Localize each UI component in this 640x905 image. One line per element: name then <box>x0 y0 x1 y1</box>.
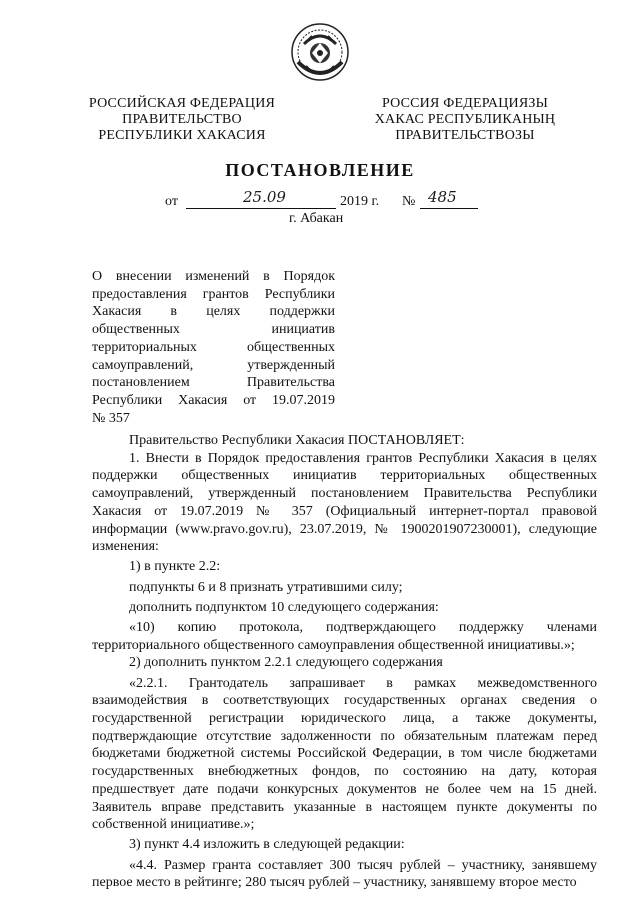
subject-line: самоуправлений, утвержденный <box>92 357 335 373</box>
header-right-line: ХАКАС РЕСПУБЛИКАНЫҢ <box>374 112 556 127</box>
date-year: 2019 г. <box>340 194 380 209</box>
body-intro: Правительство Республики Хакасия ПОСТАНОВЛЯЕТ: <box>129 433 465 448</box>
document-title: ПОСТАНОВЛЕНИЕ <box>225 160 415 180</box>
header-right <box>360 96 570 144</box>
number-sign: № <box>402 194 416 209</box>
subject-line: предоставления грантов Республики <box>92 286 335 302</box>
city: г. Абакан <box>289 211 344 226</box>
handwritten-number: 485 <box>428 188 457 206</box>
subject-block <box>92 268 335 427</box>
header-right-line: ПРАВИТЕЛЬСТВОЗЫ <box>395 128 535 143</box>
body-paragraph: 2) дополнить пунктом 2.2.1 следующего содержания <box>129 655 443 671</box>
header-left <box>84 96 280 144</box>
date-prefix: от <box>165 194 178 209</box>
coat-of-arms-khakassia-icon <box>290 22 350 82</box>
handwritten-date: 25.09 <box>243 188 286 206</box>
subject-line: общественных инициатив <box>92 322 335 338</box>
body-paragraph: 1) в пункте 2.2: <box>129 559 221 575</box>
subject-line: территориальных общественных <box>92 339 335 355</box>
body-paragraph: 3) пункт 4.4 изложить в следующей редакции: <box>129 837 405 853</box>
document-body <box>92 432 597 892</box>
body-paragraph: 1. Внести в Порядок предоставления грантов Республики Хакасия в целях поддержки общественных инициатив территориальных общественных самоуправлений, утвержденный постановлением Правительства Республики Хакасия от 19.07.2019 № 357 (Официальный интернет-портал правовой информации (www.pravo.gov.ru), 23.07.2019, № 1900201907230001), следующие изменения: <box>92 450 597 555</box>
body-paragraph: «10) копию протокола, подтверждающего поддержку членами территориального общественного самоуправления общественной инициативы.»; <box>92 620 597 653</box>
subject-line: Республики Хакасия от 19.07.2019 <box>92 392 335 408</box>
header-right-line: РОССИЯ ФЕДЕРАЦИЯЗЫ <box>381 96 549 111</box>
subject-line: № 357 <box>92 410 130 426</box>
subject-line: постановлением Правительства <box>92 375 335 391</box>
body-paragraph: дополнить подпунктом 10 следующего содержания: <box>129 599 439 615</box>
subject-line: О внесении изменений в Порядок <box>92 269 335 284</box>
body-paragraph: «2.2.1. Грантодатель запрашивает в рамках межведомственного взаимодействия в соответствующих государственных органах сведения о государственной регистрации юридического лица, а также документы, подтверждающие отсутствие задолженности по обязательным платежам перед бюджетами бюджетной системы Российской Федерации, в том числе бюджетами государственных внебюджетных фондов, по состоянию на дату, которая предшествует дате подачи конкурсных документов не более чем на 15 дней. Заявитель вправе представить указанные в настоящем пункте документы по собственной инициативе.»; <box>92 675 597 833</box>
header-left-line: ПРАВИТЕЛЬСТВО <box>122 112 242 127</box>
body-paragraph: «4.4. Размер гранта составляет 300 тысяч рублей – участнику, занявшему первое место в рейтинге; 280 тысяч рублей – участнику, занявшему второе место <box>92 857 597 891</box>
header-left-line: РЕСПУБЛИКИ ХАКАСИЯ <box>98 128 266 143</box>
subject-line: Хакасия в целях поддержки <box>92 304 335 320</box>
header-left-line: РОССИЙСКАЯ ФЕДЕРАЦИЯ <box>88 96 276 111</box>
body-paragraph: подпункты 6 и 8 признать утратившими силу; <box>129 579 403 595</box>
